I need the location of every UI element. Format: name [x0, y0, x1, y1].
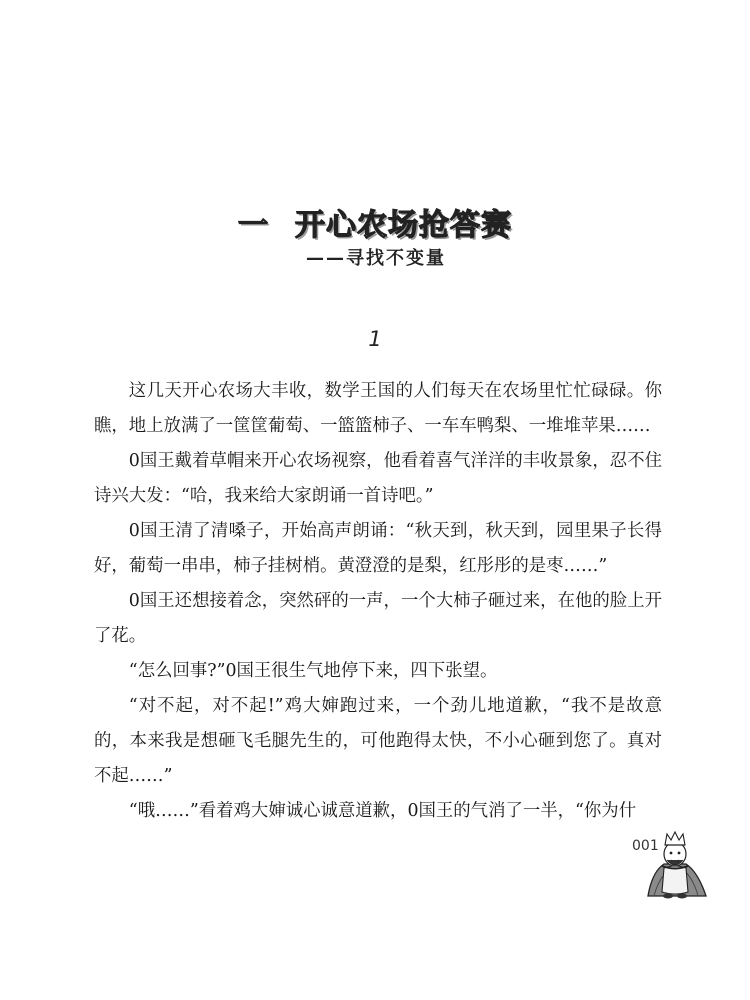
- chapter-title: [0, 200, 750, 244]
- chapter-subtitle: ——寻找不变量: [306, 248, 446, 269]
- king-mascot-illustration: [634, 830, 716, 900]
- paragraph: 这几天开心农场大丰收，数学王国的人们每天在农场里忙忙碌碌。你瞧，地上放满了一筐筐葡萄、一篮篮柿子、一车车鸭梨、一堆堆苹果……: [94, 381, 662, 436]
- paragraph: “怎么回事?”0国王很生气地停下来，四下张望。: [128, 661, 498, 681]
- chapter-title-text: 开心农场抢答赛: [295, 208, 512, 243]
- chapter-number: 一: [238, 208, 269, 243]
- paragraph: “对不起，对不起!”鸡大婶跑过来，一个劲儿地道歉，“我不是故意的，本来我是想砸飞毛腿先生的，可他跑得太快，不小心砸到您了。真对不起……”: [94, 696, 662, 786]
- paragraph: 0国王还想接着念，突然砰的一声，一个大柿子砸过来，在他的脸上开了花。: [94, 591, 662, 646]
- paragraph: 0国王戴着草帽来开心农场视察，他看着喜气洋洋的丰收景象，忍不住诗兴大发：“哈，我来给大家朗诵一首诗吧。”: [94, 451, 662, 506]
- page-number: 001: [632, 838, 659, 854]
- paragraph: 0国王清了清嗓子，开始高声朗诵：“秋天到，秋天到，园里果子长得好，葡萄一串串，柿子挂树梢。黄澄澄的是梨，红彤彤的是枣……”: [94, 521, 662, 576]
- paragraph: “哦……”看着鸡大婶诚心诚意道歉，0国王的气消了一半，“你为什: [128, 801, 637, 821]
- section-number: 1: [368, 327, 382, 351]
- body-text: [94, 374, 662, 829]
